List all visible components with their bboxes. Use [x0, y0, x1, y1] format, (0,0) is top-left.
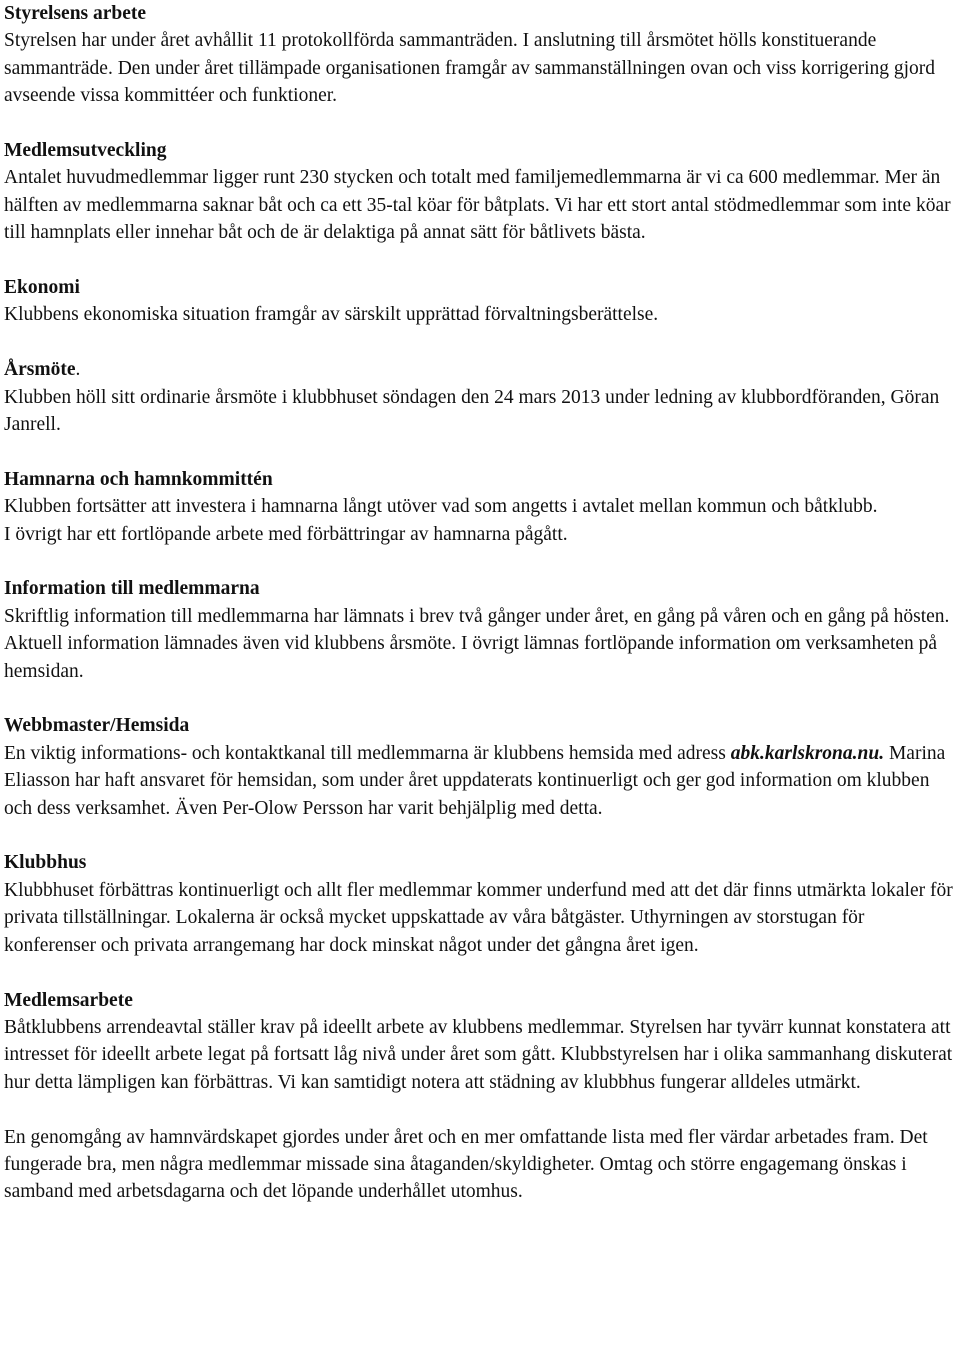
section-gap	[4, 247, 956, 274]
section-gap	[4, 329, 956, 356]
document-page	[4, 0, 956, 1206]
heading-styrelsens-arbete: Styrelsens arbete	[4, 3, 147, 24]
section-gap	[4, 1096, 956, 1123]
section-gap	[4, 110, 956, 137]
webbmaster-text-after: Marina Eliasson har haft ansvaret för hemsidan, som under året uppdaterats kontinuerligt och ger god information om klubben och dess verksamhet. Även Per-Olow Persson har varit behjälplig med detta.	[4, 742, 946, 819]
paragraph-hamnarna-2: I övrigt har ett fortlöpande arbete med förbättringar av hamnarna pågått.	[4, 523, 568, 545]
heading-information: Information till medlemmarna	[4, 578, 260, 600]
paragraph-styrelsens-arbete: Styrelsen har under året avhållit 11 protokollförda sammanträden. I anslutning till årsmötet hölls konstituerande sammanträde. Den under året tillämpade organisationen framgår av sammanställningen ovan och viss korrigering gjord avseende vissa kommittéer och funktioner.	[4, 30, 936, 107]
heading-medlemsarbete: Medlemsarbete	[4, 989, 133, 1011]
heading-klubbhus: Klubbhus	[4, 852, 87, 874]
paragraph-information: Skriftlig information till medlemmarna har lämnats i brev två gånger under året, en gång på våren och en gång på hösten. Aktuell information lämnades även vid klubbens årsmöte. I övrigt lämnas fortlöpande information om verksamheten på hemsidan.	[4, 605, 950, 682]
paragraph-webbmaster	[4, 740, 956, 822]
paragraph-ekonomi: Klubbens ekonomiska situation framgår av särskilt upprättad förvaltningsberättelse.	[4, 304, 659, 326]
section-gap	[4, 548, 956, 575]
section-gap	[4, 959, 956, 986]
paragraph-medlemsarbete: Båtklubbens arrendeavtal ställer krav på ideellt arbete av klubbens medlemmar. Styrelsen har tyvärr kunnat konstatera att intresset för ideellt arbete legat på fortsatt låg nivå under året som gått. Klubbstyrelsen har i olika sammanhang diskuterat hur detta lämpligen kan förbättras. Vi kan samtidigt notera att städning av klubbhus fungerar alldeles utmärkt.	[4, 1016, 953, 1093]
section-gap	[4, 438, 956, 465]
paragraph-klubbhus: Klubbhuset förbättras kontinuerligt och allt fler medlemmar kommer underfund med att det där finns utmärkta lokaler för privata tillställningar. Lokalerna är också mycket uppskattade av våra båtgäster. Uthyrningen av storstugan för konferenser och privata arrangemang har dock minskat något under det gångna året igen.	[4, 879, 953, 956]
heading-arsmote	[4, 356, 956, 383]
paragraph-medlemsarbete-2: En genomgång av hamnvärdskapet gjordes under året och en mer omfattande lista med fler värdar arbetades fram. Det fungerade bra, men några medlemmar missade sina åtaganden/skyldigheter. Omtag och större engagemang önskas i samband med arbetsdagarna och det löpande underhållet utomhus.	[4, 1126, 928, 1203]
website-address: abk.karlskrona.nu.	[730, 742, 885, 764]
paragraph-hamnarna: Klubben fortsätter att investera i hamnarna långt utöver vad som angetts i avtalet mellan kommun och båtklubb.	[4, 496, 878, 518]
heading-medlemsutveckling: Medlemsutveckling	[4, 140, 167, 162]
paragraph-medlemsutveckling: Antalet huvudmedlemmar ligger runt 230 stycken och totalt med familjemedlemmarna är vi ca 600 medlemmar. Mer än hälften av medlemmarna saknar båt och ca ett 35-tal köar för båtplats. Vi har ett stort antal stödmedlemmar som inte köar till hamnplats eller innehar båt och de är delaktiga på annat sätt för båtlivets bästa.	[4, 167, 951, 244]
heading-ekonomi: Ekonomi	[4, 277, 80, 299]
section-gap	[4, 822, 956, 849]
heading-hamnarna: Hamnarna och hamnkommittén	[4, 468, 273, 490]
heading-arsmote-period: .	[75, 359, 81, 381]
section-gap	[4, 685, 956, 712]
paragraph-arsmote: Klubben höll sitt ordinarie årsmöte i klubbhuset söndagen den 24 mars 2013 under ledning av klubbordföranden, Göran Janrell.	[4, 386, 940, 436]
heading-webbmaster: Webbmaster/Hemsida	[4, 715, 190, 737]
heading-arsmote-label: Årsmöte	[4, 359, 76, 381]
webbmaster-text-before: En viktig informations- och kontaktkanal till medlemmarna är klubbens hemsida med adress	[4, 742, 731, 764]
